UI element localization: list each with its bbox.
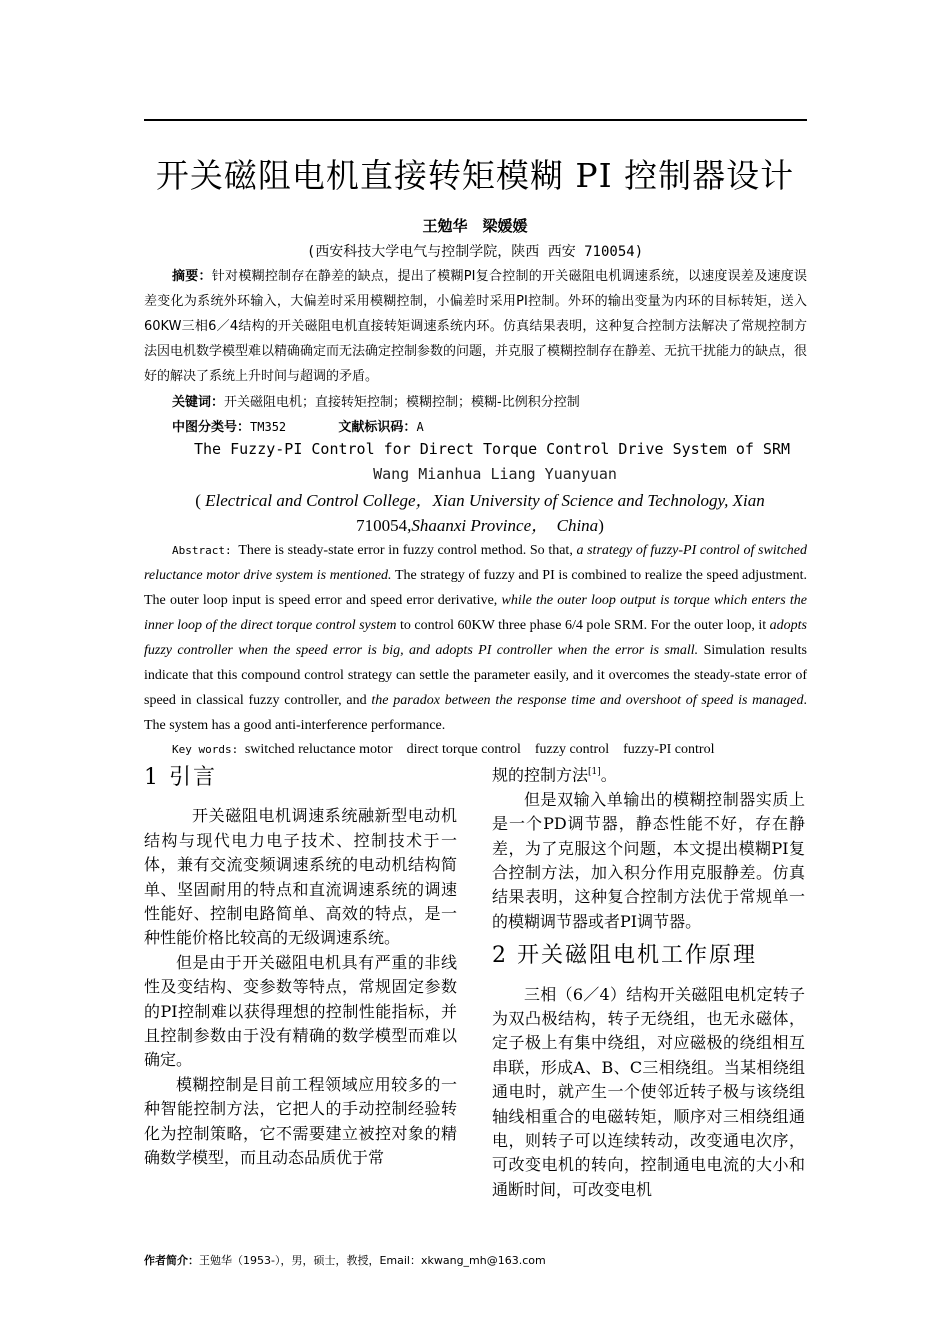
left-paragraph-2: 但是由于开关磁阻电机具有严重的非线性及变结构、变参数等特点，常规固定参数的PI控制难以获得理想的控制性能指标，并且控制参数由于没有精确的数学模型而难以确定。	[144, 952, 457, 1070]
section-1-heading: 1 引言	[144, 765, 217, 790]
citation-1: [1]	[588, 767, 601, 777]
right-continuation	[492, 760, 805, 788]
en-keywords-colon: :	[231, 743, 245, 756]
aff-open-paren: (	[195, 491, 206, 510]
english-affiliation	[150, 488, 810, 538]
en-abstract-s3: The strategy of fuzzy and PI is combined to realize the speed adjustment. The outer loop input is speed error and speed error derivative,	[144, 568, 807, 608]
right-paragraph-1: 但是双输入单输出的模糊控制器实质上是一个PD调节器，静态性能不好，存在静差，为了克服这个问题，本文提出模糊PI复合控制方法，加入积分作用克服静差。仿真结果表明，这种复合控制方法优于常规单一的模糊调节器或者PI调节器。	[492, 789, 805, 931]
clc-value: TM352	[250, 420, 287, 434]
aff-line1: Electrical and Control College，Xian University of Science and Technology, Xian	[205, 491, 765, 510]
english-keywords	[172, 738, 714, 758]
right-column	[492, 760, 805, 1202]
aff-line2a: 710054,	[356, 516, 412, 535]
classification	[172, 416, 424, 435]
cn-abstract	[144, 264, 807, 389]
cn-keywords-label: 关键词：	[172, 395, 225, 410]
doc-code-label: 文献标识码：	[338, 420, 417, 435]
en-abstract-s4: while the outer loop output is torque which enters the inner loop of the direct torque control system	[144, 593, 807, 633]
author-note-label: 作者简介：	[144, 1254, 199, 1267]
aff-line2b: Shaanxi Province， China	[411, 516, 599, 535]
authors: 王勉华 梁媛媛	[422, 217, 528, 235]
clc-label: 中图分类号：	[172, 420, 251, 435]
en-abstract-s1: There is steady-state error in fuzzy control method. So that,	[238, 543, 577, 558]
paper-title: 开关磁阻电机直接转矩模糊 PI 控制器设计	[155, 156, 795, 195]
en-keywords-label: Key words	[172, 743, 232, 756]
left-paragraph-1: 开关磁阻电机调速系统融新型电动机结构与现代电力电子技术、控制技术于一体，兼有交流变频调速系统的电动机结构简单、坚固耐用的特点和直流调速系统的调速性能好、控制电路简单、高效的特点，是一种性能价格比较高的无级调速系统。	[144, 806, 457, 948]
left-column	[144, 766, 457, 1171]
en-abstract-s2: a strategy of fuzzy-PI control of switched reluctance motor drive system is mentioned.	[144, 543, 807, 583]
aff-close-paren: )	[598, 516, 604, 535]
en-abstract-s5: to control 60KW three phase 6/4 pole SRM. For the outer loop, it	[396, 618, 770, 633]
continuation-text: 规的控制方法	[492, 765, 589, 785]
en-abstract-s8: the paradox between the response time and overshoot of speed is managed	[371, 693, 804, 708]
doc-code-value: A	[416, 420, 424, 434]
english-title: The Fuzzy-PI Control for Direct Torque Control Drive System of SRM	[193, 440, 791, 458]
author-note-text: 王勉华（1953-），男，硕士，教授，Email：xkwang_mh@163.com	[199, 1254, 546, 1267]
en-abstract-label: Abstract	[172, 544, 225, 557]
en-abstract-s9: . The system has a good anti-interference performance.	[144, 693, 807, 733]
english-abstract	[144, 538, 807, 738]
cn-keywords	[172, 391, 580, 410]
section-2-heading: 2 开关磁阻电机工作原理	[492, 943, 757, 969]
header-rule	[144, 119, 807, 121]
continuation-end: 。	[600, 765, 617, 785]
en-abstract-colon: :	[224, 544, 239, 557]
author-note	[144, 1252, 546, 1268]
cn-abstract-label: 摘要：	[172, 269, 212, 284]
en-keywords-text: switched reluctance motor direct torque control fuzzy control fuzzy-PI control	[244, 742, 715, 757]
en-abstract-s6: adopts fuzzy controller when the speed error is big, and adopts PI controller when the error is small.	[144, 618, 807, 658]
en-abstract-s7: Simulation results indicate that this compound control strategy can settle the parameter easily, and it overcomes the steady-state error of speed in classical fuzzy controller, and	[144, 643, 808, 708]
cn-abstract-text: 针对模糊控制存在静差的缺点，提出了模糊PI复合控制的开关磁阻电机调速系统，以速度误差及速度误差变化为系统外环输入，大偏差时采用模糊控制，小偏差时采用PI控制。外环的输出变量为内环的目标转矩，送入60KW三相6／4结构的开关磁阻电机直接转矩调速系统内环。仿真结果表明，这种复合控制方法解决了常规控制方法因电机数学模型难以精确确定而无法确定控制参数的问题，并克服了模糊控制存在静差、无抗干扰能力的缺点，很好的解决了系统上升时间与超调的矛盾。	[144, 269, 808, 384]
left-paragraph-3: 模糊控制是目前工程领域应用较多的一种智能控制方法，它把人的手动控制经验转化为控制策略，它不需要建立被控对象的精确数学模型，而且动态品质优于常	[144, 1074, 457, 1168]
affiliation: (西安科技大学电气与控制学院，陕西 西安 710054)	[306, 244, 644, 260]
right-paragraph-2: 三相（6／4）结构开关磁阻电机定转子为双凸极结构，转子无绕组，也无永磁体，定子极上有集中绕组，对应磁极的绕组相互串联，形成A、B、C三相绕组。当某相绕组通电时，就产生一个使邻近转子极与该绕组轴线相重合的电磁转矩，顺序对三相绕组通电，则转子可以连续转动，改变通电次序，可改变电机的转向，控制通电电流的大小和通断时间，可改变电机	[492, 984, 805, 1199]
cn-keywords-text: 开关磁阻电机；直接转矩控制；模糊控制；模糊-比例积分控制	[224, 395, 580, 410]
english-authors: Wang Mianhua Liang Yuanyuan	[373, 465, 617, 483]
